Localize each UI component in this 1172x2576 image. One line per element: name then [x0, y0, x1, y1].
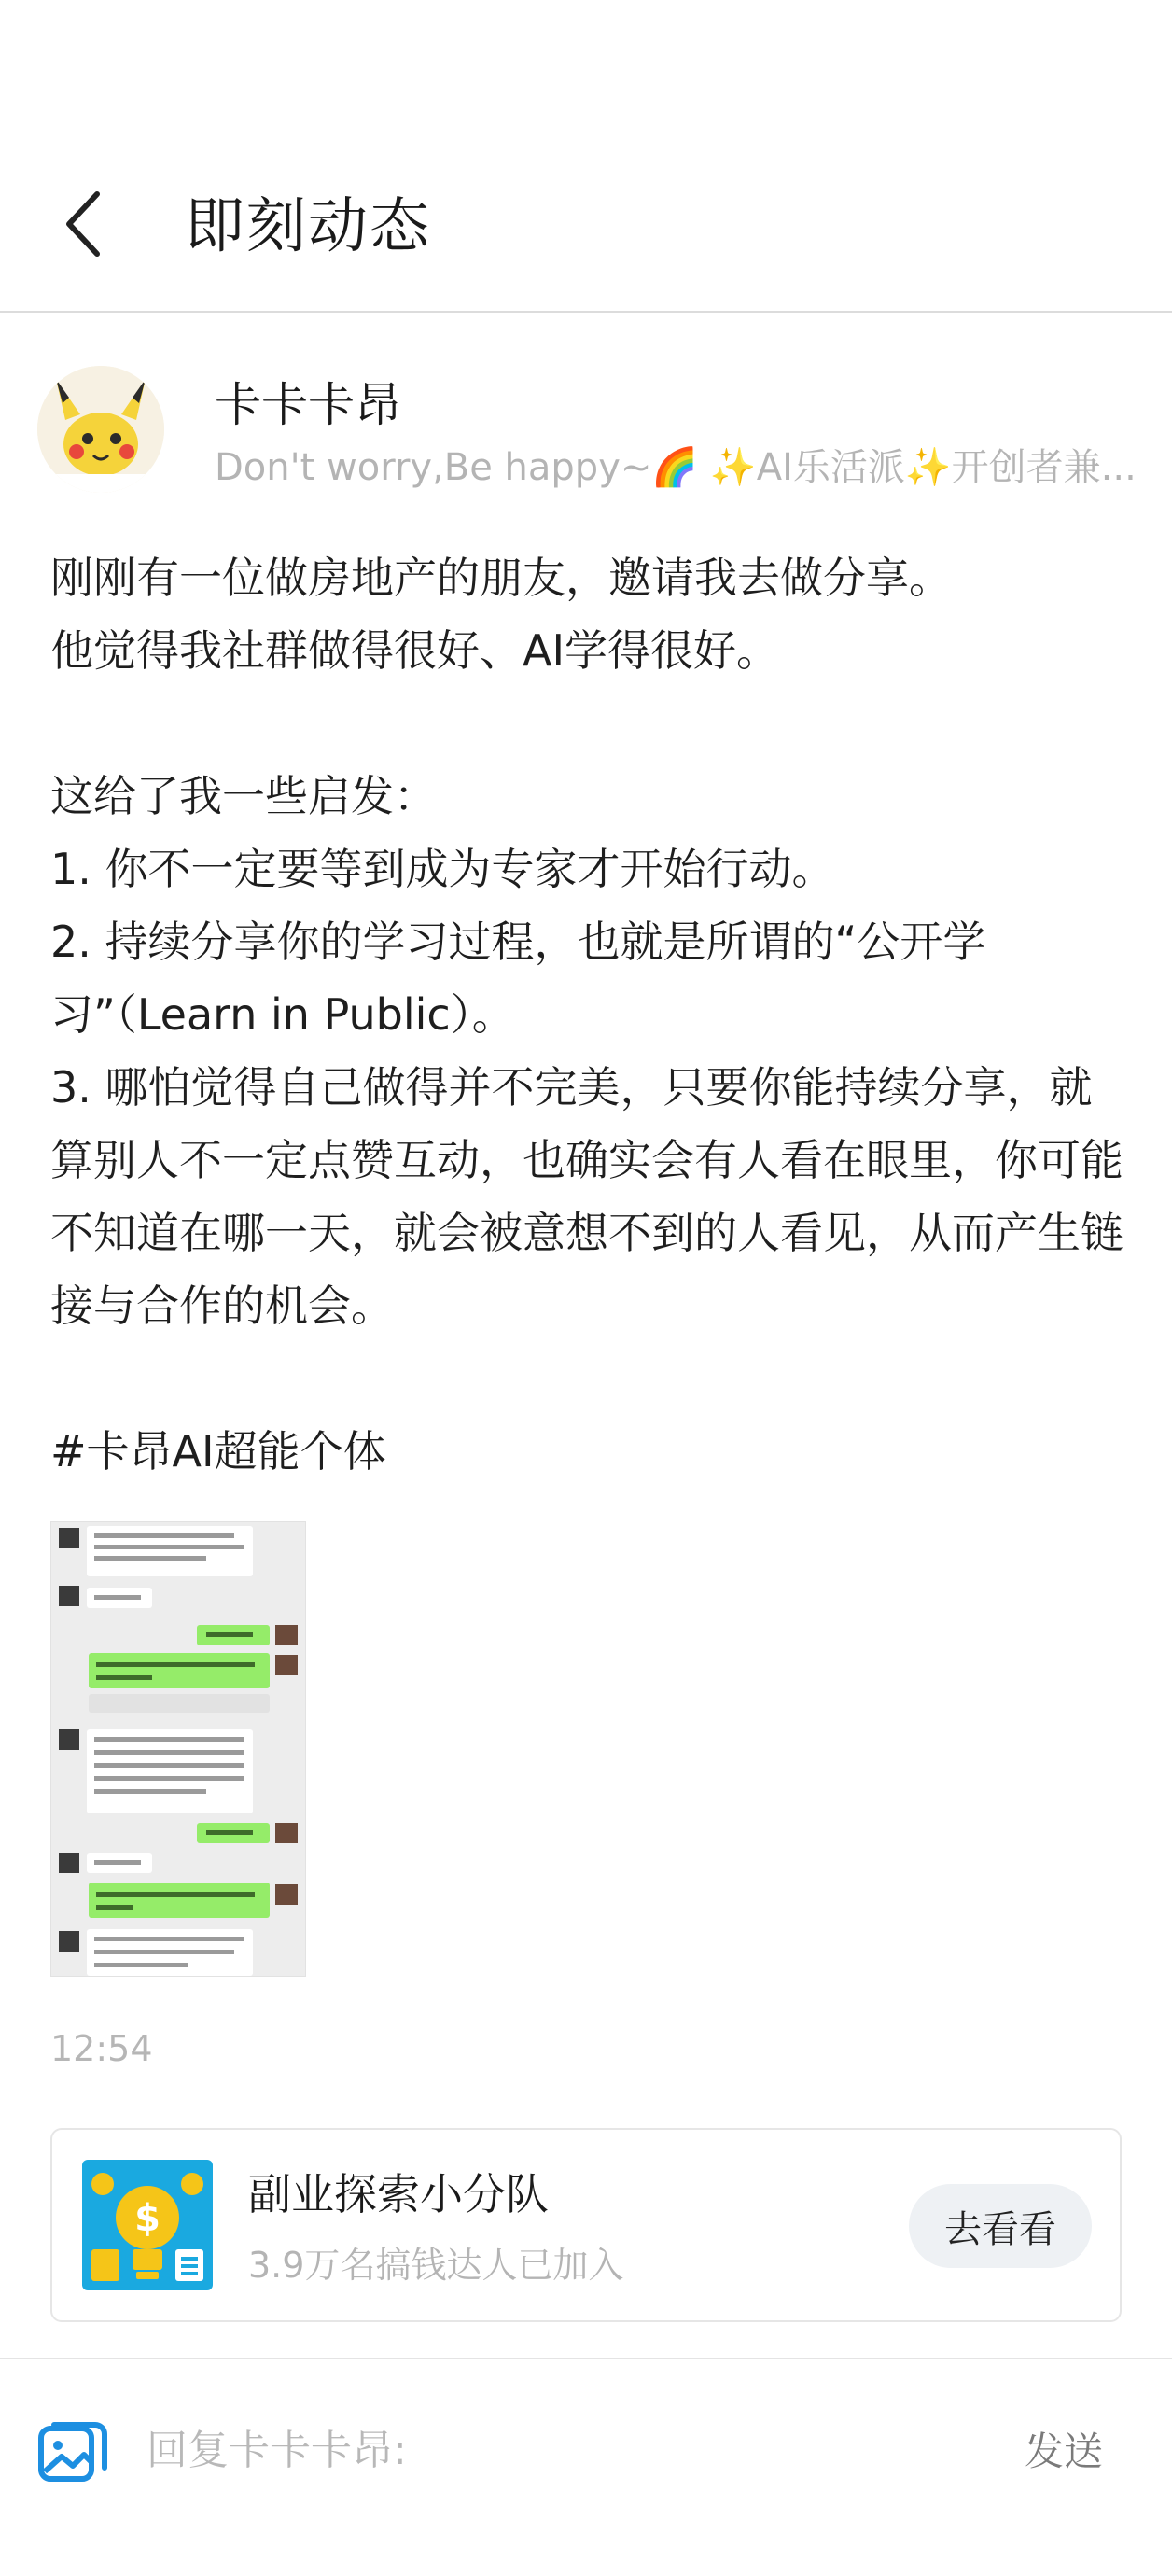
post-line: 1. 你不一定要等到成为专家才开始行动。 — [50, 844, 835, 894]
post-image[interactable] — [50, 1521, 306, 1977]
status-bar — [0, 0, 1172, 140]
author-name[interactable]: 卡卡卡昂 — [215, 378, 401, 432]
view-group-button[interactable]: 去看看 — [909, 2184, 1092, 2268]
page-title: 即刻动态 — [185, 192, 431, 261]
group-card[interactable] — [50, 2128, 1122, 2322]
group-member-count: 3.9万名搞钱达人已加入 — [248, 2245, 624, 2286]
post-line: 3. 哪怕觉得自己做得并不完美，只要你能持续分享，就算别人不一定点赞互动，也确实会有人看在眼里，你可能不知道在哪一天，就会被意想不到的人看见，从而产生链接与合作的机会。 — [50, 1062, 1123, 1331]
avatar[interactable] — [37, 366, 164, 493]
money-lightbulb-icon — [82, 2160, 213, 2290]
post-content — [50, 541, 1133, 1488]
author-bio: Don't worry,Be happy~🌈 ✨AI乐活派✨开创者兼... — [215, 446, 1137, 489]
post-line: 2. 持续分享你的学习过程，也就是所谓的“公开学习”（Learn in Public）。 — [50, 917, 986, 1040]
svg-text:$: $ — [134, 2197, 160, 2240]
top-bar — [0, 140, 1172, 313]
hashtag[interactable]: #卡昂AI超能个体 — [50, 1426, 386, 1477]
group-name: 副业探索小分队 — [248, 2169, 549, 2219]
back-button[interactable] — [37, 177, 131, 271]
reply-input[interactable] — [145, 2415, 802, 2485]
post-line: 这给了我一些启发： — [50, 771, 437, 821]
post-line: 刚刚有一位做房地产的朋友，邀请我去做分享。 — [50, 553, 952, 603]
post-line: 他觉得我社群做得很好、AI学得很好。 — [50, 625, 780, 676]
chat-screenshot-image — [51, 1522, 305, 1976]
reply-bar — [0, 2358, 1172, 2576]
avatar-image — [37, 366, 164, 493]
chevron-left-icon — [56, 187, 112, 261]
send-button[interactable]: 发送 — [998, 2414, 1129, 2485]
image-picker-icon[interactable] — [35, 2412, 110, 2486]
post-author — [37, 366, 1138, 497]
post-time: 12:54 — [50, 2028, 153, 2069]
